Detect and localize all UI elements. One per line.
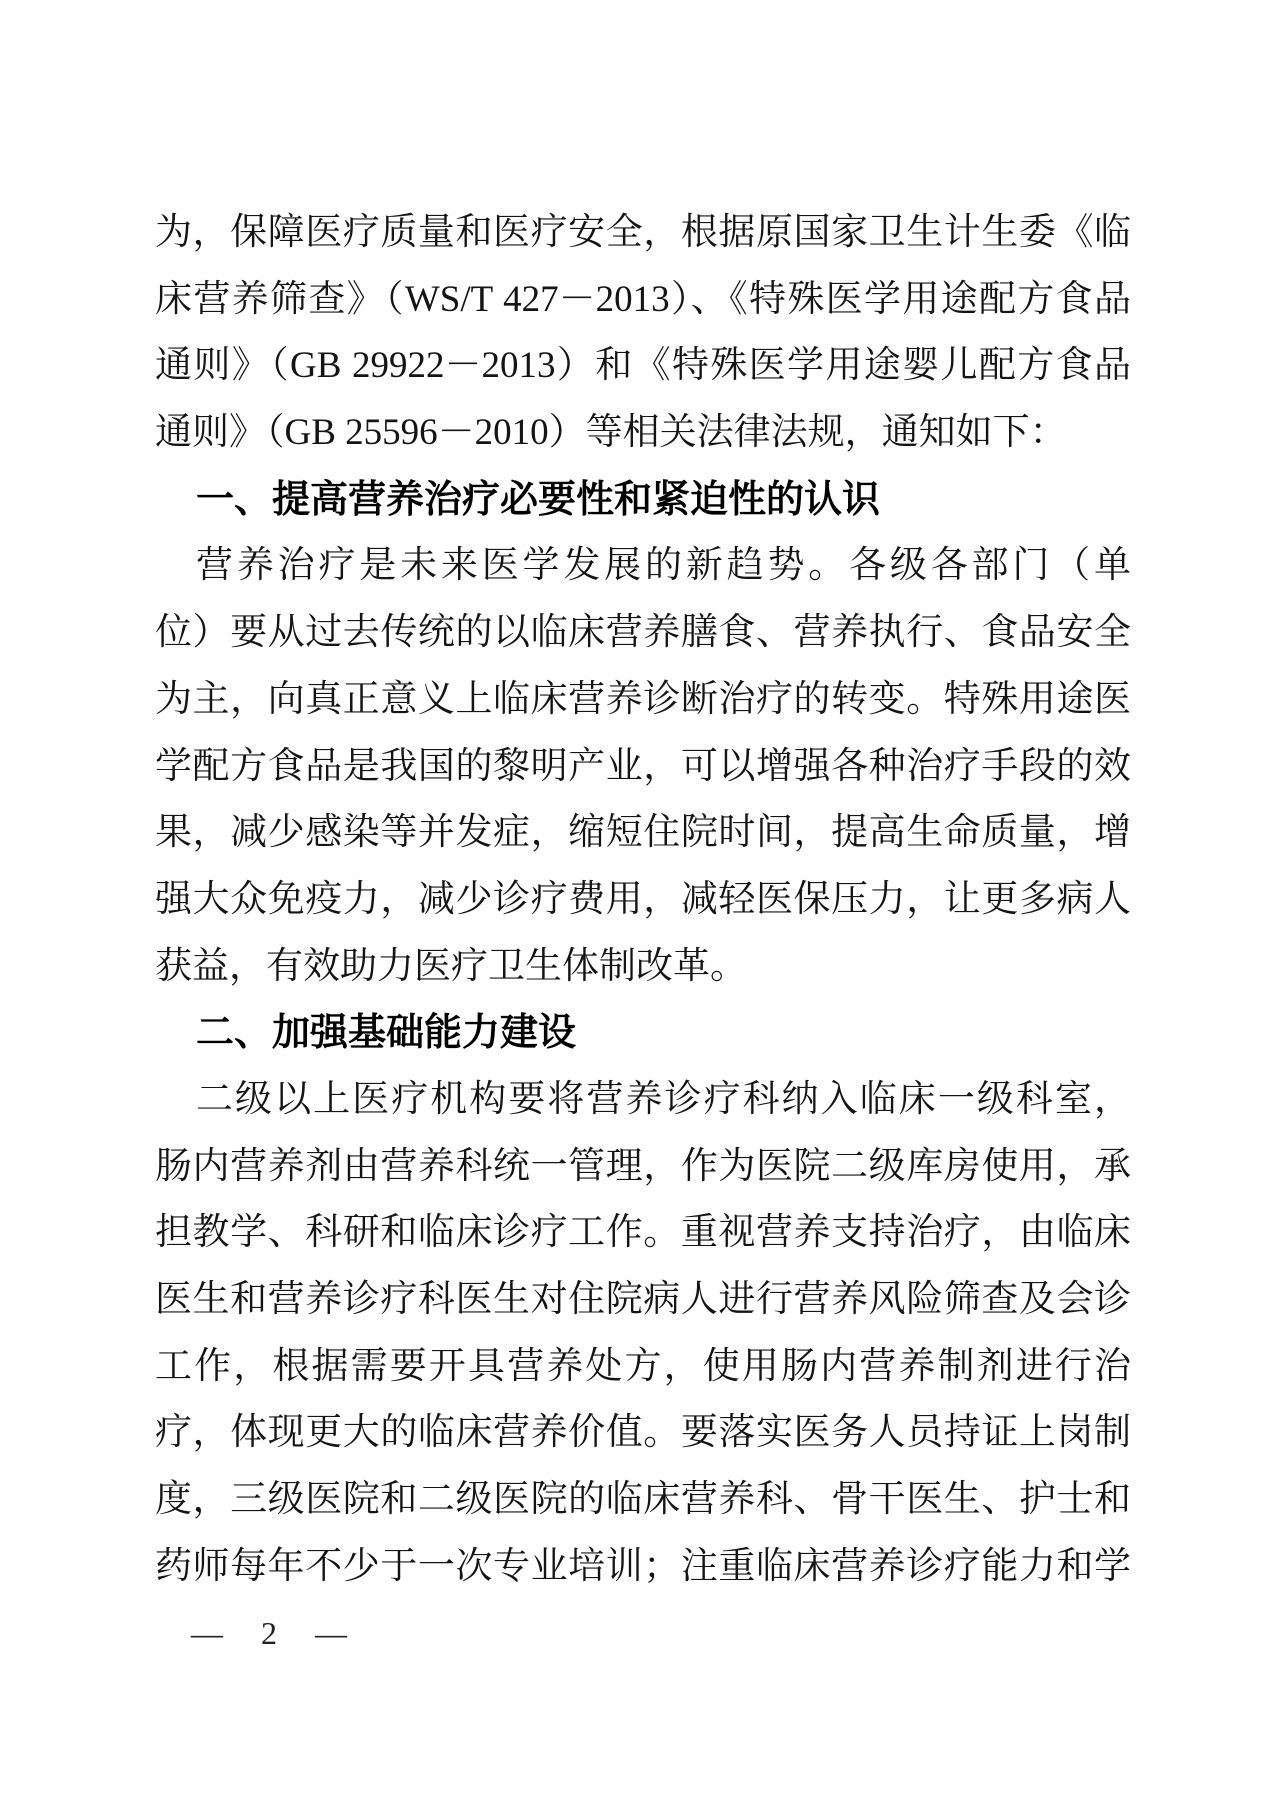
text-line: 为主，向真正意义上临床营养诊断治疗的转变。特殊用途医 bbox=[155, 678, 1131, 720]
text-line: 通则》（GB 29922－2013）和《特殊医学用途婴儿配方食品 bbox=[155, 345, 1131, 387]
text-line: 获益，有效助力医疗卫生体制改革。 bbox=[155, 945, 747, 987]
text-line: 疗，体现更大的临床营养价值。要落实医务人员持证上岗制 bbox=[155, 1412, 1131, 1454]
text-line: 果，减少感染等并发症，缩短住院时间，提高生命质量，增 bbox=[155, 812, 1131, 854]
page-number: — 2 — bbox=[191, 1614, 353, 1651]
text-line: 药师每年不少于一次专业培训；注重临床营养诊疗能力和学 bbox=[155, 1545, 1131, 1587]
text-line: 学配方食品是我国的黎明产业，可以增强各种治疗手段的效 bbox=[155, 745, 1131, 787]
page-footer bbox=[191, 1608, 353, 1658]
text-line: 营养治疗是未来医学发展的新趋势。各级各部门（单 bbox=[196, 545, 1131, 587]
text-line: 医生和营养诊疗科医生对住院病人进行营养风险筛查及会诊 bbox=[155, 1279, 1131, 1320]
text-line: 通则》（GB 25596－2010）等相关法律法规，通知如下： bbox=[155, 412, 1067, 454]
section-heading-2: 二、加强基础能力建设 bbox=[196, 1012, 577, 1055]
text-line: 床营养筛查》（WS/T 427－2013）、《特殊医学用途配方食品 bbox=[155, 278, 1131, 320]
document-body bbox=[155, 200, 1131, 1600]
text-line: 肠内营养剂由营养科统一管理，作为医院二级库房使用，承 bbox=[155, 1145, 1131, 1187]
text-line: 度，三级医院和二级医院的临床营养科、骨干医生、护士和 bbox=[155, 1479, 1131, 1521]
text-line: 工作，根据需要开具营养处方，使用肠内营养制剂进行治 bbox=[155, 1345, 1131, 1387]
text-line: 担教学、科研和临床诊疗工作。重视营养支持治疗，由临床 bbox=[155, 1212, 1131, 1254]
text-line: 二级以上医疗机构要将营养诊疗科纳入临床一级科室， bbox=[196, 1078, 1131, 1120]
section-heading-1: 一、提高营养治疗必要性和紧迫性的认识 bbox=[196, 478, 881, 521]
text-line: 为，保障医疗质量和医疗安全，根据原国家卫生计生委《临 bbox=[155, 212, 1131, 253]
text-line: 强大众免疫力，减少诊疗费用，减轻医保压力，让更多病人 bbox=[155, 878, 1131, 920]
text-line: 位）要从过去传统的以临床营养膳食、营养执行、食品安全 bbox=[155, 612, 1131, 654]
